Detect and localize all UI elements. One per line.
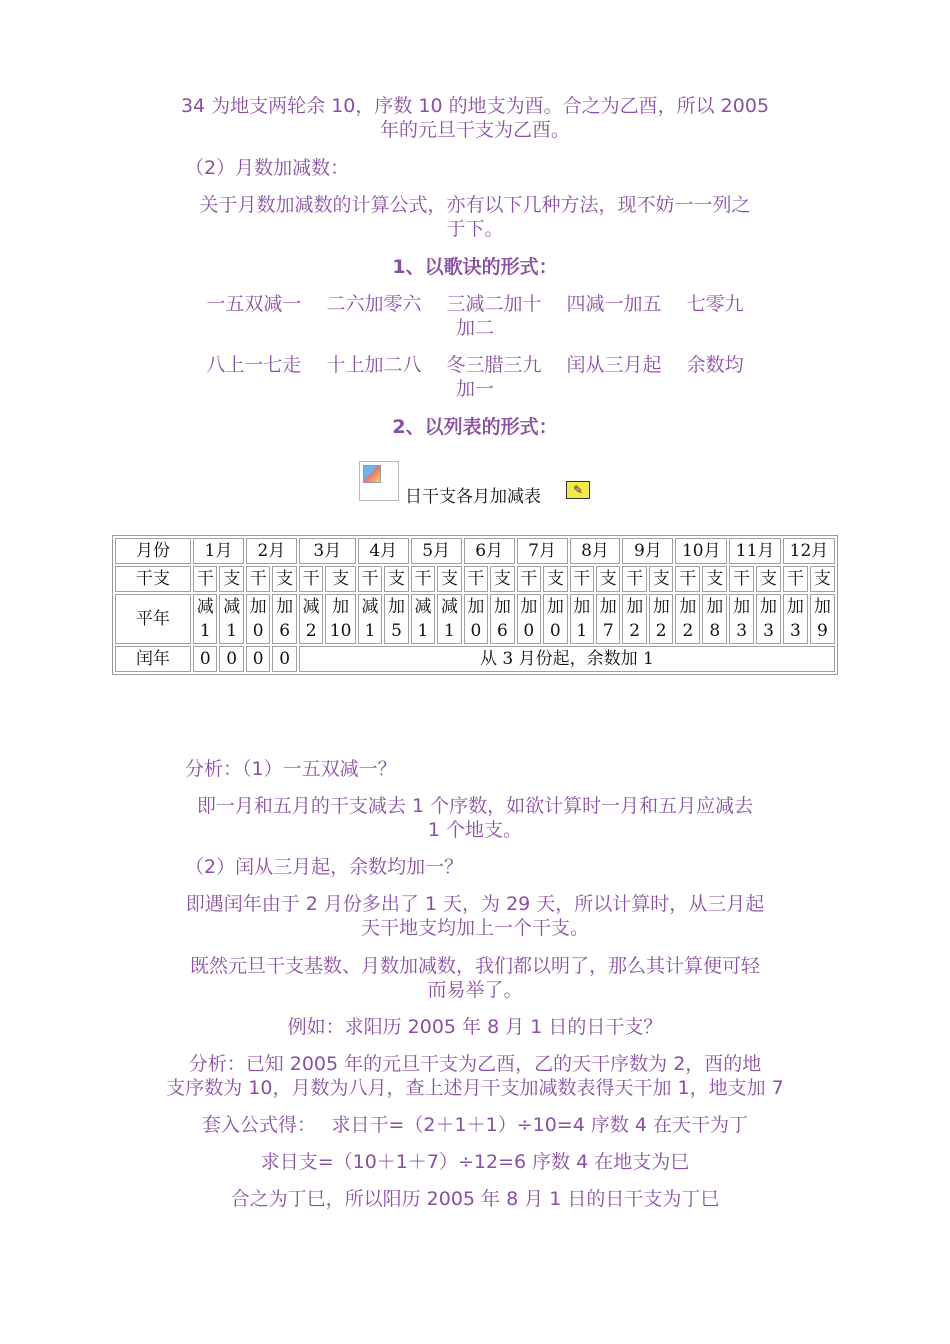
gan-cell: 干: [299, 566, 323, 592]
month-header: 12月: [783, 538, 835, 564]
adjust-num: 2: [629, 621, 641, 641]
formula-line: 求日支=（10＋1＋7）÷12=6 序数 4 在地支为巳: [260, 1151, 690, 1173]
adjust-op: 加: [760, 597, 777, 617]
leap-cell: 0: [219, 646, 243, 672]
paragraph-line: 年的元旦干支为乙酉。: [379, 119, 570, 141]
adjust-op: 加: [467, 597, 485, 617]
adjust-cell: [756, 594, 781, 644]
month-header: 11月: [729, 538, 781, 564]
adjust-op: 加: [493, 597, 511, 617]
table-row: [115, 594, 835, 644]
adjust-op: 减: [223, 597, 241, 617]
month-header: 7月: [517, 538, 568, 564]
zhi-cell: 支: [649, 566, 673, 592]
adjust-num: 2: [655, 621, 667, 641]
leap-note: 从 3 月份起，余数加 1: [299, 646, 835, 672]
zhi-cell: 支: [490, 566, 514, 592]
paragraph-line: 34 为地支两轮余 10，序数 10 的地支为酉。合之为乙酉，所以 2005: [180, 95, 770, 117]
adjust-cell: [437, 594, 461, 644]
month-header: 8月: [570, 538, 621, 564]
row-label: 闰年: [115, 646, 191, 672]
adjust-num: 6: [496, 621, 508, 641]
adjust-num: 9: [817, 621, 828, 641]
adjust-num: 2: [305, 621, 317, 641]
analysis-line: 分析：（1）一五双减一？: [185, 758, 397, 780]
adjust-op: 加: [786, 597, 804, 617]
zhi-cell: 支: [219, 566, 243, 592]
adjust-op: 加: [679, 597, 697, 617]
gan-cell: 干: [411, 566, 435, 592]
adjust-cell: [702, 594, 727, 644]
adjust-op: 加: [546, 597, 564, 617]
adjust-num: 0: [252, 621, 264, 641]
zhi-cell: 支: [325, 566, 355, 592]
gan-cell: 干: [570, 566, 594, 592]
adjust-num: 3: [736, 621, 748, 641]
zhi-cell: 支: [756, 566, 781, 592]
adjust-num: 5: [391, 621, 402, 641]
month-header: 4月: [358, 538, 409, 564]
broken-image-icon: [359, 461, 399, 501]
zhi-cell: 支: [810, 566, 835, 592]
adjust-op: 减: [361, 597, 379, 617]
table-header-cell: 月份: [115, 538, 191, 564]
analysis-line: 而易举了。: [427, 979, 523, 1001]
table-caption: 日干支各月加减表: [405, 487, 541, 507]
analysis-line: 1 个地支。: [427, 819, 523, 841]
verse-line: 八上一七走 十上加二八 冬三腊三九 闰从三月起 余数均: [206, 354, 744, 376]
adjust-op: 加: [706, 597, 724, 617]
adjust-cell: [517, 594, 541, 644]
adjust-cell: [596, 594, 620, 644]
adjust-cell: [325, 594, 355, 644]
adjust-num: 0: [523, 621, 535, 641]
row-label: 干支: [115, 566, 191, 592]
monthly-adjust-table: [112, 535, 838, 675]
month-header: 6月: [464, 538, 515, 564]
month-header: 10月: [675, 538, 727, 564]
gan-cell: 干: [246, 566, 270, 592]
adjust-cell: [783, 594, 808, 644]
gan-cell: 干: [193, 566, 217, 592]
paragraph-line: 于下。: [446, 218, 504, 240]
gan-cell: 干: [622, 566, 646, 592]
paragraph-line: 关于月数加减数的计算公式，亦有以下几种方法，现不妨一一列之: [199, 194, 751, 216]
adjust-num: 8: [709, 621, 721, 641]
adjust-cell: [411, 594, 435, 644]
zhi-cell: 支: [596, 566, 620, 592]
adjust-op: 加: [520, 597, 538, 617]
adjust-num: 1: [576, 621, 588, 641]
example-line: 例如：求阳历 2005 年 8 月 1 日的日干支？: [287, 1016, 663, 1038]
table-row: [115, 538, 835, 564]
gan-cell: 干: [675, 566, 700, 592]
zhi-cell: 支: [384, 566, 408, 592]
adjust-cell: [543, 594, 567, 644]
adjust-op: 减: [414, 597, 432, 617]
analysis-line: （2）闰从三月起，余数均加一？: [185, 856, 464, 878]
adjust-cell: [299, 594, 323, 644]
example-line: 支序数为 10，月数为八月，查上述月干支加减数表得天干加 1，地支加 7: [166, 1077, 784, 1099]
zhi-cell: 支: [272, 566, 296, 592]
leap-cell: 0: [246, 646, 270, 672]
zhi-cell: 支: [437, 566, 461, 592]
adjust-op: 减: [196, 597, 214, 617]
table-row: [115, 566, 835, 592]
adjust-op: 加: [626, 597, 644, 617]
adjust-op: 加: [573, 597, 591, 617]
adjust-cell: [384, 594, 408, 644]
adjust-cell: [464, 594, 488, 644]
adjust-num: 2: [682, 621, 694, 641]
gan-cell: 干: [358, 566, 382, 592]
adjust-op: 加: [249, 597, 267, 617]
adjust-op: 加: [388, 597, 405, 617]
adjust-num: 1: [199, 621, 211, 641]
adjust-cell: [729, 594, 754, 644]
leap-cell: 0: [272, 646, 296, 672]
section-title: （2）月数加减数：: [185, 157, 350, 179]
adjust-op: 加: [813, 597, 831, 617]
adjust-cell: [272, 594, 296, 644]
adjust-num: 0: [470, 621, 482, 641]
adjust-op: 减: [440, 597, 458, 617]
zhi-cell: 支: [702, 566, 727, 592]
analysis-line: 天干地支均加上一个干支。: [360, 917, 589, 939]
formula-line: 套入公式得： 求日干=（2＋1＋1）÷10=4 序数 4 在天干为丁: [201, 1114, 749, 1136]
gan-cell: 干: [517, 566, 541, 592]
adjust-num: 3: [763, 621, 774, 641]
adjust-op: 加: [276, 597, 294, 617]
adjust-cell: [675, 594, 700, 644]
adjust-op: 加: [599, 597, 617, 617]
adjust-num: 6: [279, 621, 291, 641]
month-header: 5月: [411, 538, 462, 564]
month-header: 1月: [193, 538, 244, 564]
adjust-num: 1: [226, 621, 238, 641]
adjust-num: 1: [444, 621, 455, 641]
adjust-op: 减: [302, 597, 320, 617]
heading-table-form: 2、以列表的形式：: [392, 416, 558, 438]
analysis-line: 即遇闰年由于 2 月份多出了 1 天，为 29 天，所以计算时，从三月起: [185, 893, 765, 915]
adjust-num: 10: [329, 621, 352, 641]
adjust-cell: [246, 594, 270, 644]
example-line: 分析：已知 2005 年的元旦干支为乙酉，乙的天干序数为 2，酉的地: [188, 1053, 762, 1075]
analysis-line: 即一月和五月的干支减去 1 个序数，如欲计算时一月和五月应减去: [196, 795, 754, 817]
row-label: 平年: [115, 594, 191, 644]
adjust-op: 加: [652, 597, 670, 617]
month-header: 2月: [246, 538, 297, 564]
month-header: 3月: [299, 538, 356, 564]
gan-cell: 干: [729, 566, 754, 592]
result-line: 合之为丁巳，所以阳历 2005 年 8 月 1 日的日干支为丁巳: [230, 1188, 720, 1210]
adjust-cell: [490, 594, 514, 644]
adjust-cell: [193, 594, 217, 644]
edit-icon[interactable]: ✎: [566, 481, 590, 499]
gan-cell: 干: [464, 566, 488, 592]
month-header: 9月: [622, 538, 673, 564]
adjust-num: 1: [417, 621, 429, 641]
verse-line: 加一: [455, 378, 494, 400]
heading-song-form: 1、以歌诀的形式：: [392, 256, 558, 278]
adjust-cell: [358, 594, 382, 644]
adjust-num: 0: [549, 621, 561, 641]
verse-line: 加二: [455, 317, 494, 339]
verse-line: 一五双减一 二六加零六 三减二加十 四减一加五 七零九: [206, 293, 744, 315]
adjust-cell: [810, 594, 835, 644]
adjust-num: 3: [789, 621, 801, 641]
adjust-num: 7: [602, 621, 614, 641]
adjust-cell: [570, 594, 594, 644]
table-row: [115, 646, 835, 672]
zhi-cell: 支: [543, 566, 567, 592]
analysis-line: 既然元旦干支基数、月数加减数，我们都以明了，那么其计算便可轻: [189, 955, 760, 977]
adjust-op: 加: [332, 597, 350, 617]
adjust-cell: [649, 594, 673, 644]
adjust-cell: [622, 594, 646, 644]
adjust-cell: [219, 594, 243, 644]
adjust-op: 加: [733, 597, 751, 617]
adjust-num: 1: [364, 621, 376, 641]
leap-cell: 0: [193, 646, 217, 672]
gan-cell: 干: [783, 566, 808, 592]
